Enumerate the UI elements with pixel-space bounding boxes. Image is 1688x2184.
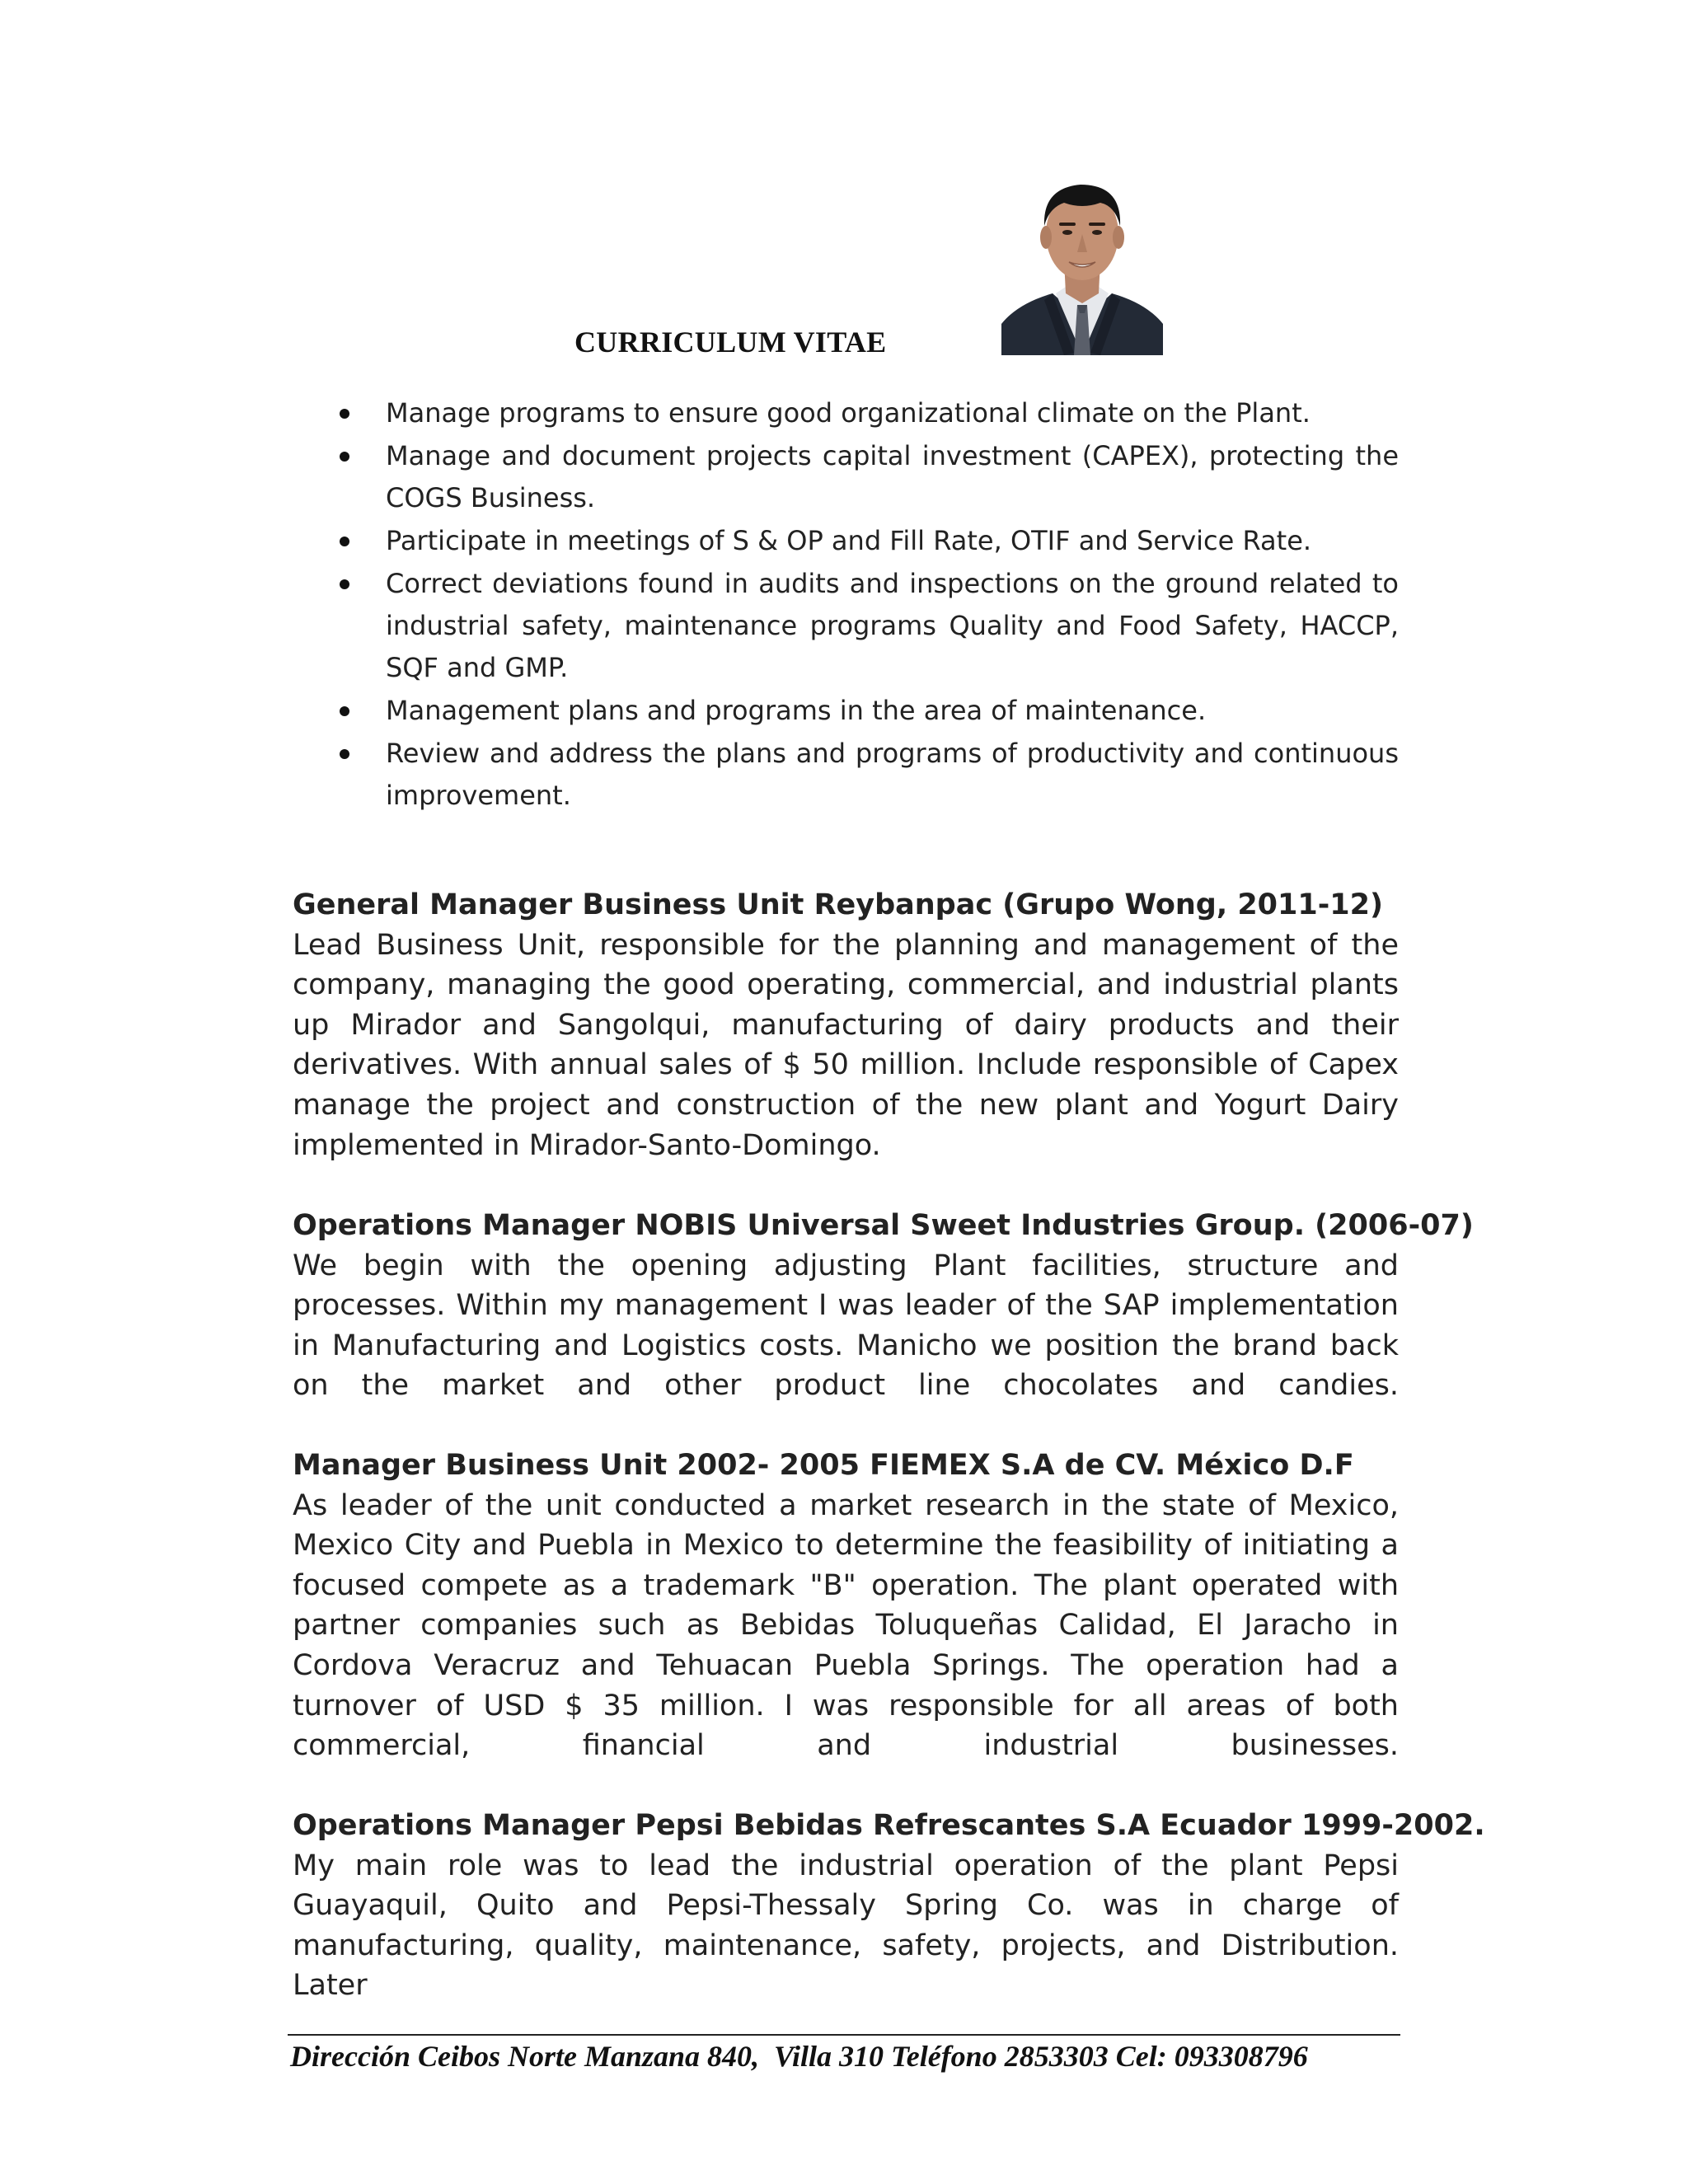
bullet-icon xyxy=(340,409,349,419)
job-description: We begin with the opening adjusting Plant facilities, structure and processes. Within my management I was leader of the SAP implementation in Manufacturing and Logistics costs. Manicho we position the brand back on the market and other product line chocolates and candies. xyxy=(293,1249,1399,1403)
job-description: As leader of the unit conducted a market research in the state of Mexico, Mexico City and Puebla in Mexico to determine the feasibility of initiating a focused compete as a trademark "B" operation. The plant operated with partner companies such as Bebidas Toluqueñas Calidad, El Jaracho in Cordova Veracruz and Tehuacan Puebla Springs. The operation had a turnover of USD $ 35 million. I was responsible for all areas of both commercial, financial and industrial businesses. xyxy=(293,1488,1399,1763)
page-title: CURRICULUM VITAE xyxy=(574,326,887,359)
footer-address: Dirección Ceibos Norte Manzana 840, Villa 310 Teléfono 2853303 Cel: 093308796 xyxy=(290,2040,1308,2073)
footer-divider xyxy=(288,2034,1400,2036)
list-item-text: Participate in meetings of S & OP and Fill Rate, OTIF and Service Rate. xyxy=(386,525,1312,556)
list-item-text: Manage and document projects capital investment (CAPEX), protecting the COGS Business. xyxy=(386,440,1399,513)
bullet-icon xyxy=(340,452,349,462)
list-item xyxy=(340,733,1399,817)
job-section-reybanpac xyxy=(293,885,1399,1165)
list-item-text: Manage programs to ensure good organizational climate on the Plant. xyxy=(386,397,1311,429)
bullet-icon xyxy=(340,706,349,716)
list-item xyxy=(340,392,1399,434)
job-section-pepsi xyxy=(293,1806,1485,2006)
job-section-nobis xyxy=(293,1206,1474,1406)
profile-photo xyxy=(1001,155,1163,355)
job-description: My main role was to lead the industrial operation of the plant Pepsi Guayaquil, Quito and Pepsi-Thessaly Spring Co. was in charge of manufacturing, quality, maintenance, safety, projects, and Distribution. Later xyxy=(293,1849,1399,2003)
list-item-text: Management plans and programs in the area of maintenance. xyxy=(386,695,1207,726)
list-item xyxy=(340,520,1399,562)
job-description: Lead Business Unit, responsible for the planning and management of the company, managing the good operating, commercial, and industrial plants up Mirador and Sangolqui, manufacturing of dairy products and their derivatives. With annual sales of $ 50 million. Include responsible of Capex manage the project and construction of the new plant and Yogurt Dairy implemented in Mirador-Santo-Domingo. xyxy=(293,928,1399,1162)
job-heading: Operations Manager Pepsi Bebidas Refrescantes S.A Ecuador 1999-2002. xyxy=(293,1809,1485,1842)
job-heading: Operations Manager NOBIS Universal Sweet Industries Group. (2006-07) xyxy=(293,1209,1474,1242)
job-heading: Manager Business Unit 2002- 2005 FIEMEX S.A de CV. México D.F xyxy=(293,1449,1354,1482)
list-item xyxy=(340,690,1399,732)
list-item xyxy=(340,435,1399,519)
list-item-text: Review and address the plans and programs of productivity and continuous improvement. xyxy=(386,738,1399,811)
bullet-icon xyxy=(340,749,349,759)
bullet-icon xyxy=(340,537,349,546)
list-item xyxy=(340,563,1399,689)
job-section-fiemex xyxy=(293,1446,1399,1766)
list-item-text: Correct deviations found in audits and inspections on the ground related to industrial safety, maintenance programs Quality and Food Safety, HACCP, SQF and GMP. xyxy=(386,568,1399,683)
responsibilities-list xyxy=(340,392,1399,818)
profile-photo-image xyxy=(1001,155,1163,355)
bullet-icon xyxy=(340,579,349,589)
job-heading: General Manager Business Unit Reybanpac (Grupo Wong, 2011-12) xyxy=(293,888,1383,921)
